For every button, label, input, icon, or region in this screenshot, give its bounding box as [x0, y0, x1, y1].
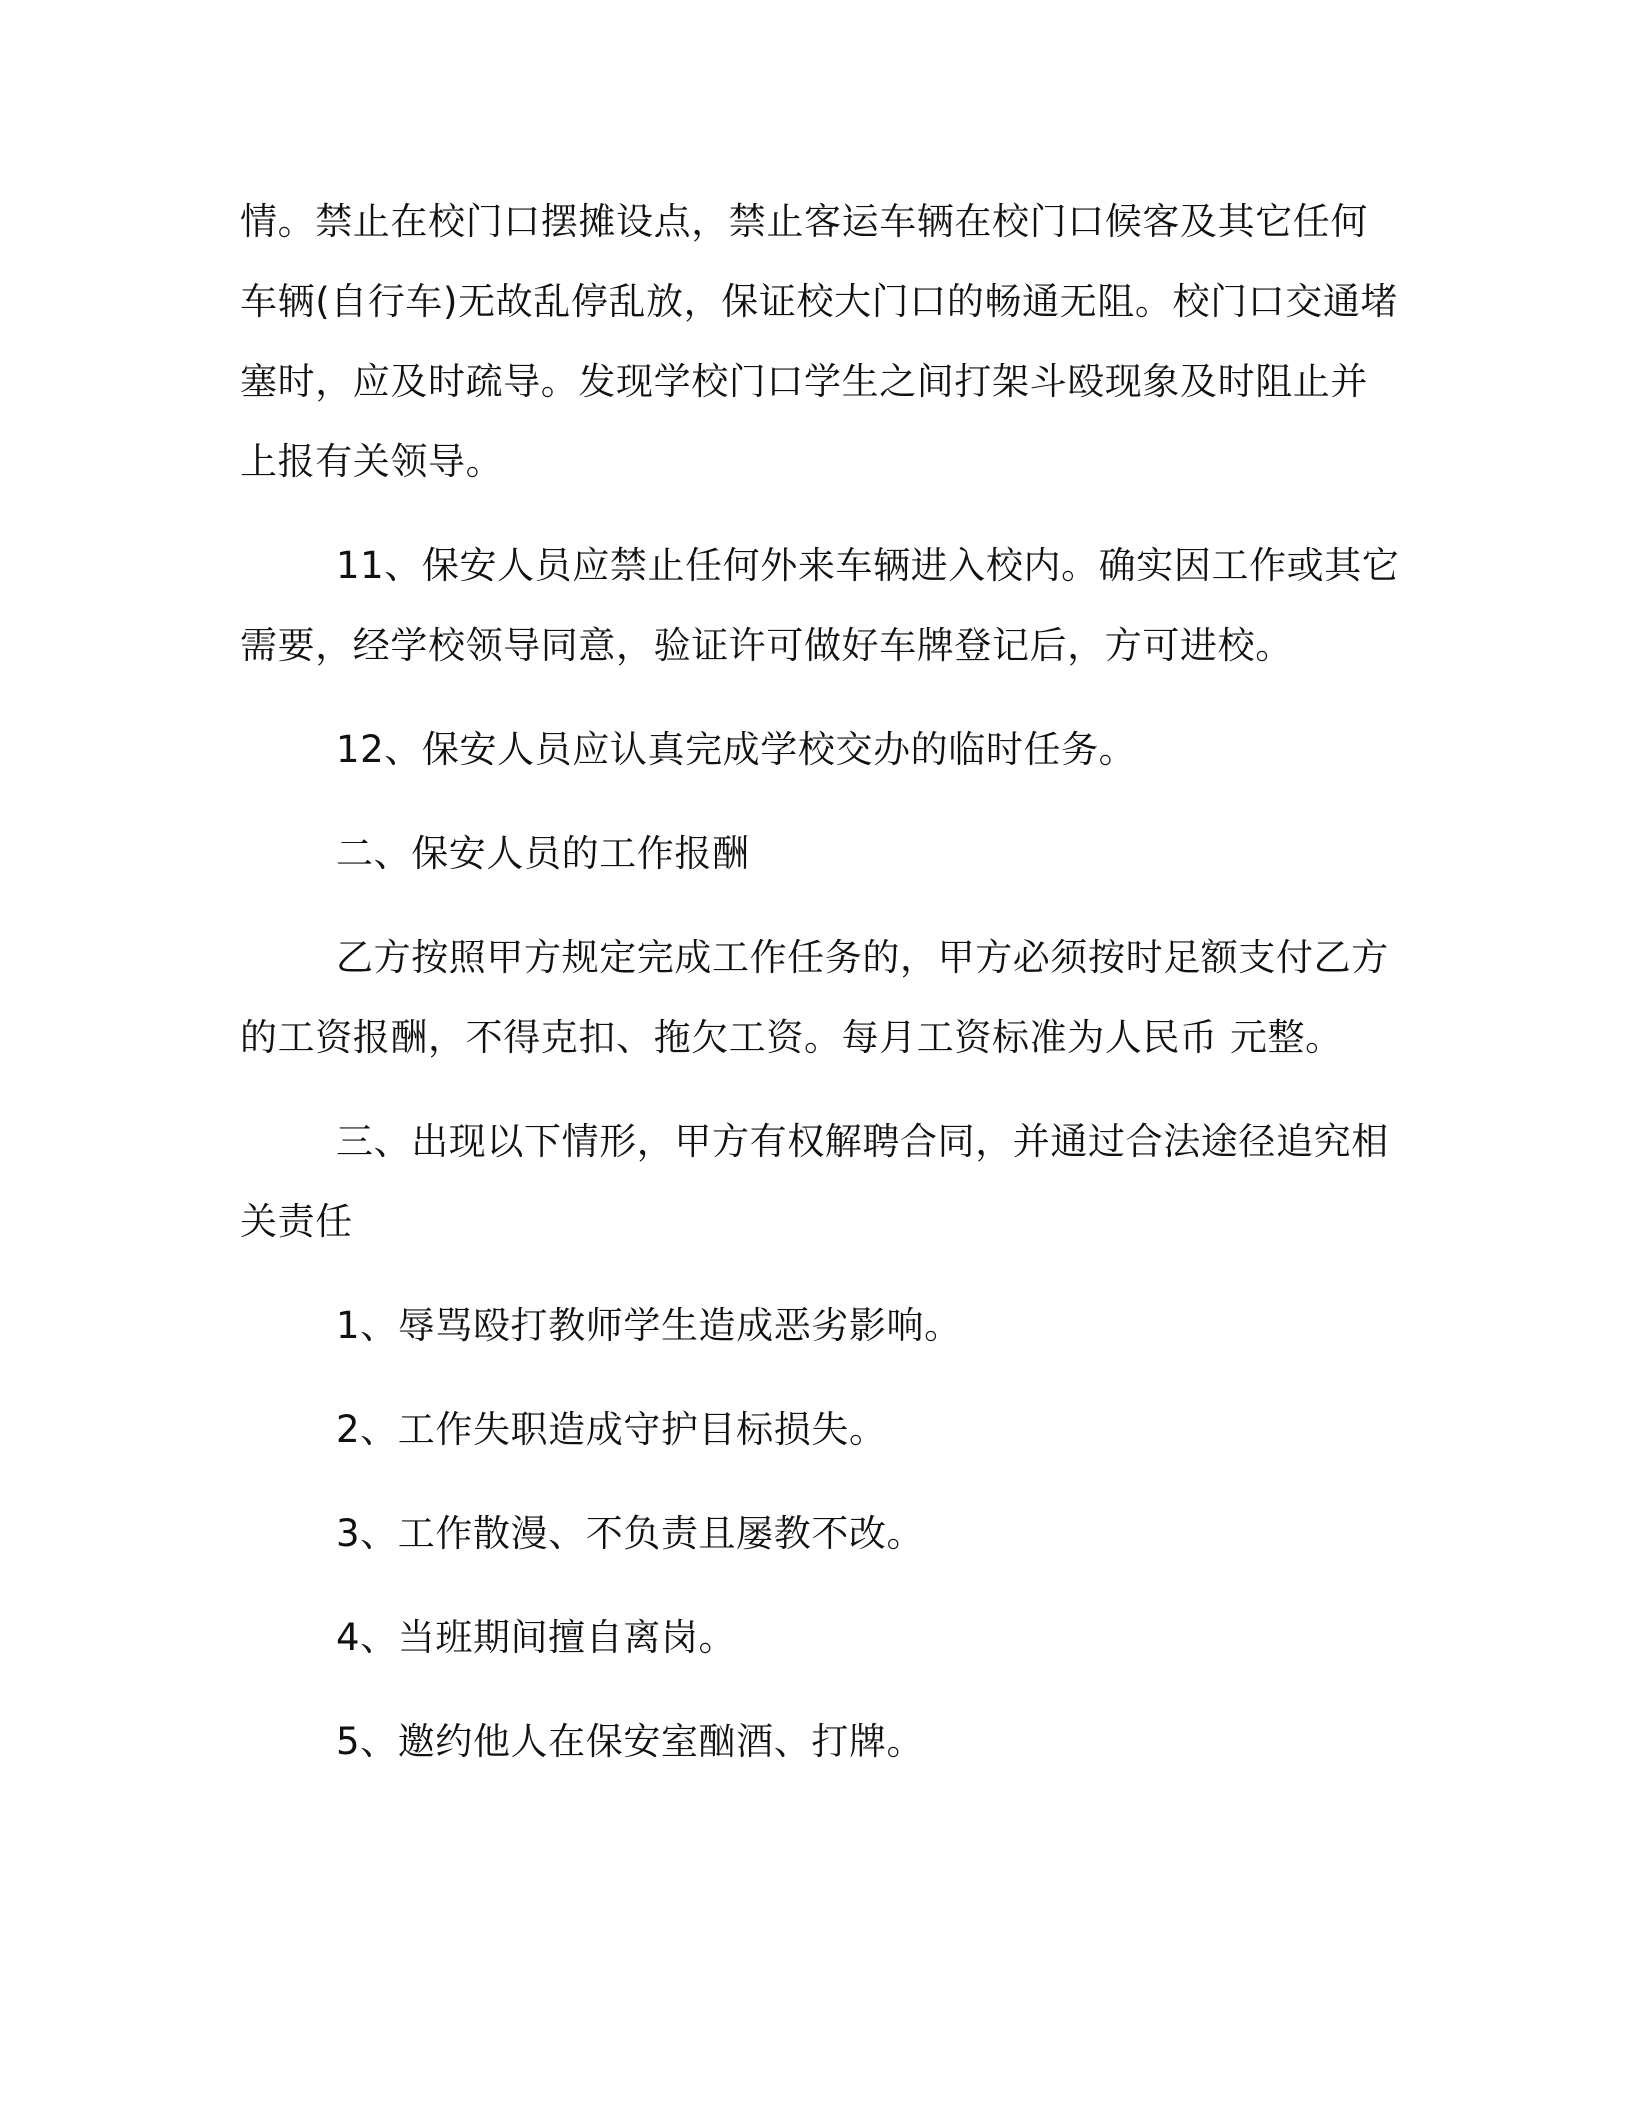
text-line: 车辆(自行车)无故乱停乱放，保证校大门口的畅通无阻。校门口交通堵	[240, 280, 1399, 323]
list-item-case-2	[240, 1390, 1392, 1470]
text-line: 塞时，应及时疏导。发现学校门口学生之间打架斗殴现象及时阻止并	[240, 360, 1368, 403]
text-line: 的工资报酬，不得克扣、拖欠工资。每月工资标准为人民币 元整。	[240, 1016, 1343, 1059]
list-item-case-1	[240, 1286, 1392, 1366]
paragraph-continuation	[240, 182, 1399, 502]
document-body	[240, 182, 1400, 1806]
paragraph-item-11	[240, 526, 1400, 686]
text-line: 乙方按照甲方规定完成工作任务的，甲方必须按时足额支付乙方	[336, 936, 1389, 979]
text-line: 二、保安人员的工作报酬	[336, 832, 750, 875]
paragraph-item-12	[240, 710, 1392, 790]
text-line: 11、保安人员应禁止任何外来车辆进入校内。确实因工作或其它	[336, 544, 1400, 587]
section-heading-3	[240, 1102, 1392, 1262]
text-line: 情。禁止在校门口摆摊设点，禁止客运车辆在校门口候客及其它任何	[240, 200, 1368, 243]
text-line: 三、出现以下情形，甲方有权解聘合同，并通过合法途径追究相	[336, 1120, 1389, 1163]
paragraph-salary	[240, 918, 1392, 1078]
text-line: 2、工作失职造成守护目标损失。	[336, 1408, 887, 1451]
text-line: 3、工作散漫、不负责且屡教不改。	[336, 1512, 925, 1555]
text-line: 上报有关领导。	[240, 440, 504, 483]
list-item-case-5	[240, 1702, 1392, 1782]
list-item-case-4	[240, 1598, 1392, 1678]
text-line: 关责任	[240, 1200, 353, 1243]
text-line: 4、当班期间擅自离岗。	[336, 1616, 737, 1659]
text-line: 12、保安人员应认真完成学校交办的临时任务。	[336, 728, 1137, 771]
section-heading-2	[240, 814, 1392, 894]
text-line: 5、邀约他人在保安室酗酒、打牌。	[336, 1720, 925, 1763]
text-line: 需要，经学校领导同意，验证许可做好车牌登记后，方可进校。	[240, 624, 1293, 667]
text-line: 1、辱骂殴打教师学生造成恶劣影响。	[336, 1304, 962, 1347]
list-item-case-3	[240, 1494, 1392, 1574]
